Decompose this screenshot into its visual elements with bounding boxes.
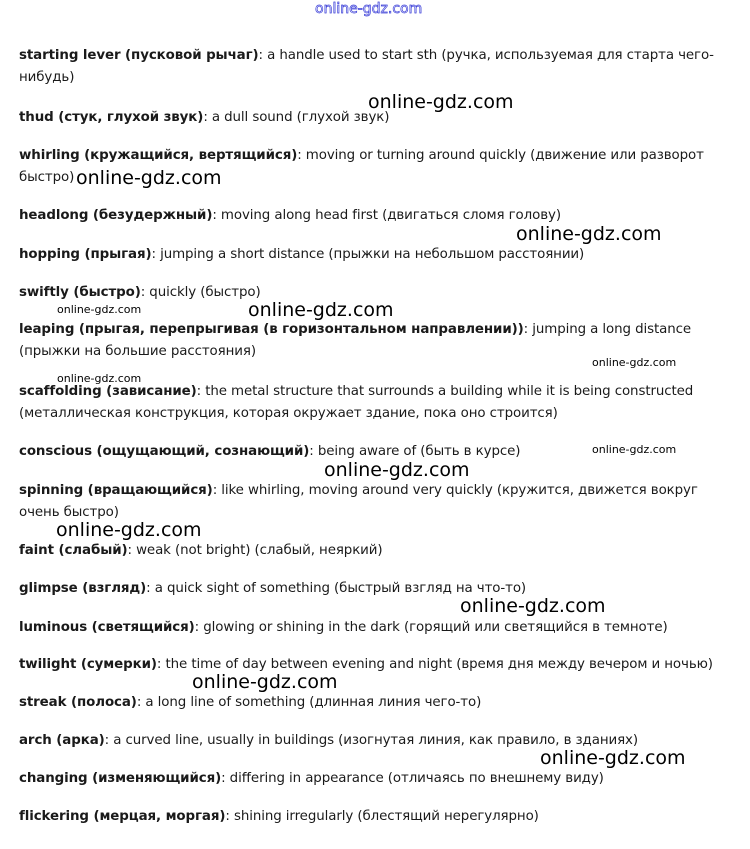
entry-term: faint (слабый) xyxy=(19,543,128,558)
entry-definition: : the time of day between evening and night (время дня между вечером и ночью) xyxy=(156,657,713,672)
entry-definition: : moving or turning around quickly (движение или разворот быстро) xyxy=(19,148,704,185)
watermark: online-gdz.com xyxy=(56,519,202,541)
entry-term: scaffolding (зависание) xyxy=(19,384,197,399)
entry-definition: : glowing or shining in the dark (горящий или светящийся в темноте) xyxy=(194,620,668,635)
glossary-entry xyxy=(19,806,719,828)
watermark: online-gdz.com xyxy=(76,167,222,189)
entry-term: headlong (безудержный) xyxy=(19,208,213,223)
entry-definition: : moving along head first (двигаться сломя голову) xyxy=(212,208,561,223)
entry-definition: : the metal structure that surrounds a building while it is being constructed (металлическая конструкция, которая окружает здание, пока оно строится) xyxy=(19,384,694,421)
entry-term: leaping (прыгая, перепрыгивая (в горизонтальном направлении)) xyxy=(19,322,524,337)
watermark: online-gdz.com xyxy=(248,299,394,321)
entry-definition: : a dull sound (глухой звук) xyxy=(203,110,390,125)
watermark: online-gdz.com xyxy=(460,595,606,617)
entry-term: arch (арка) xyxy=(19,733,105,748)
entry-definition: : quickly (быстро) xyxy=(140,285,261,300)
entry-definition: : shining irregularly (блестящий нерегулярно) xyxy=(225,809,539,824)
glossary-entry xyxy=(19,45,719,89)
entry-definition: : a curved line, usually in buildings (изогнутая линия, как правило, в зданиях) xyxy=(104,733,638,748)
entry-term: glimpse (взгляд) xyxy=(19,581,147,596)
entry-term: streak (полоса) xyxy=(19,695,137,710)
glossary-entry xyxy=(19,617,719,639)
entry-definition: : weak (not bright) (слабый, неяркий) xyxy=(127,543,383,558)
watermark: online-gdz.com xyxy=(592,443,677,456)
entry-term: hopping (прыгая) xyxy=(19,247,152,262)
entry-definition: : a quick sight of something (быстрый взгляд на что-то) xyxy=(146,581,527,596)
entry-term: luminous (светящийся) xyxy=(19,620,195,635)
entry-definition: : like whirling, moving around very quickly (кружится, движется вокруг очень быстро) xyxy=(19,483,698,520)
entry-definition: : a handle used to start sth (ручка, используемая для старта чего-нибудь) xyxy=(19,48,714,85)
entry-definition: : jumping a long distance (прыжки на большие расстояния) xyxy=(19,322,692,359)
entry-term: starting lever (пусковой рычаг) xyxy=(19,48,259,63)
glossary-entry xyxy=(19,244,719,266)
entry-term: whirling (кружащийся, вертящийся) xyxy=(19,148,298,163)
watermark: online-gdz.com xyxy=(192,671,338,693)
top-watermark: online-gdz.com xyxy=(315,1,423,17)
glossary-entry xyxy=(19,768,719,790)
glossary-entry xyxy=(19,480,719,524)
entry-definition: : a long line of something (длинная линия чего-то) xyxy=(136,695,482,710)
entry-term: twilight (сумерки) xyxy=(19,657,157,672)
watermark: online-gdz.com xyxy=(324,459,470,481)
entry-term: thud (стук, глухой звук) xyxy=(19,110,204,125)
entry-term: changing (изменяющийся) xyxy=(19,771,222,786)
entry-term: swiftly (быстро) xyxy=(19,285,141,300)
glossary-entry xyxy=(19,654,719,676)
entry-term: spinning (вращающийся) xyxy=(19,483,213,498)
watermark: online-gdz.com xyxy=(368,91,514,113)
glossary-entry xyxy=(19,578,719,600)
glossary-entry xyxy=(19,540,719,562)
entry-definition: : jumping a short distance (прыжки на небольшом расстоянии) xyxy=(151,247,585,262)
entry-term: conscious (ощущающий, сознающий) xyxy=(19,444,310,459)
entry-definition: : differing in appearance (отличаясь по внешнему виду) xyxy=(221,771,604,786)
watermark: online-gdz.com xyxy=(57,372,142,385)
watermark: online-gdz.com xyxy=(540,747,686,769)
entry-definition: : being aware of (быть в курсе) xyxy=(309,444,521,459)
watermark: online-gdz.com xyxy=(516,223,662,245)
glossary-entry xyxy=(19,692,719,714)
watermark: online-gdz.com xyxy=(57,303,142,316)
glossary-entry xyxy=(19,381,719,425)
entry-term: flickering (мерцая, моргая) xyxy=(19,809,226,824)
watermark: online-gdz.com xyxy=(592,356,677,369)
